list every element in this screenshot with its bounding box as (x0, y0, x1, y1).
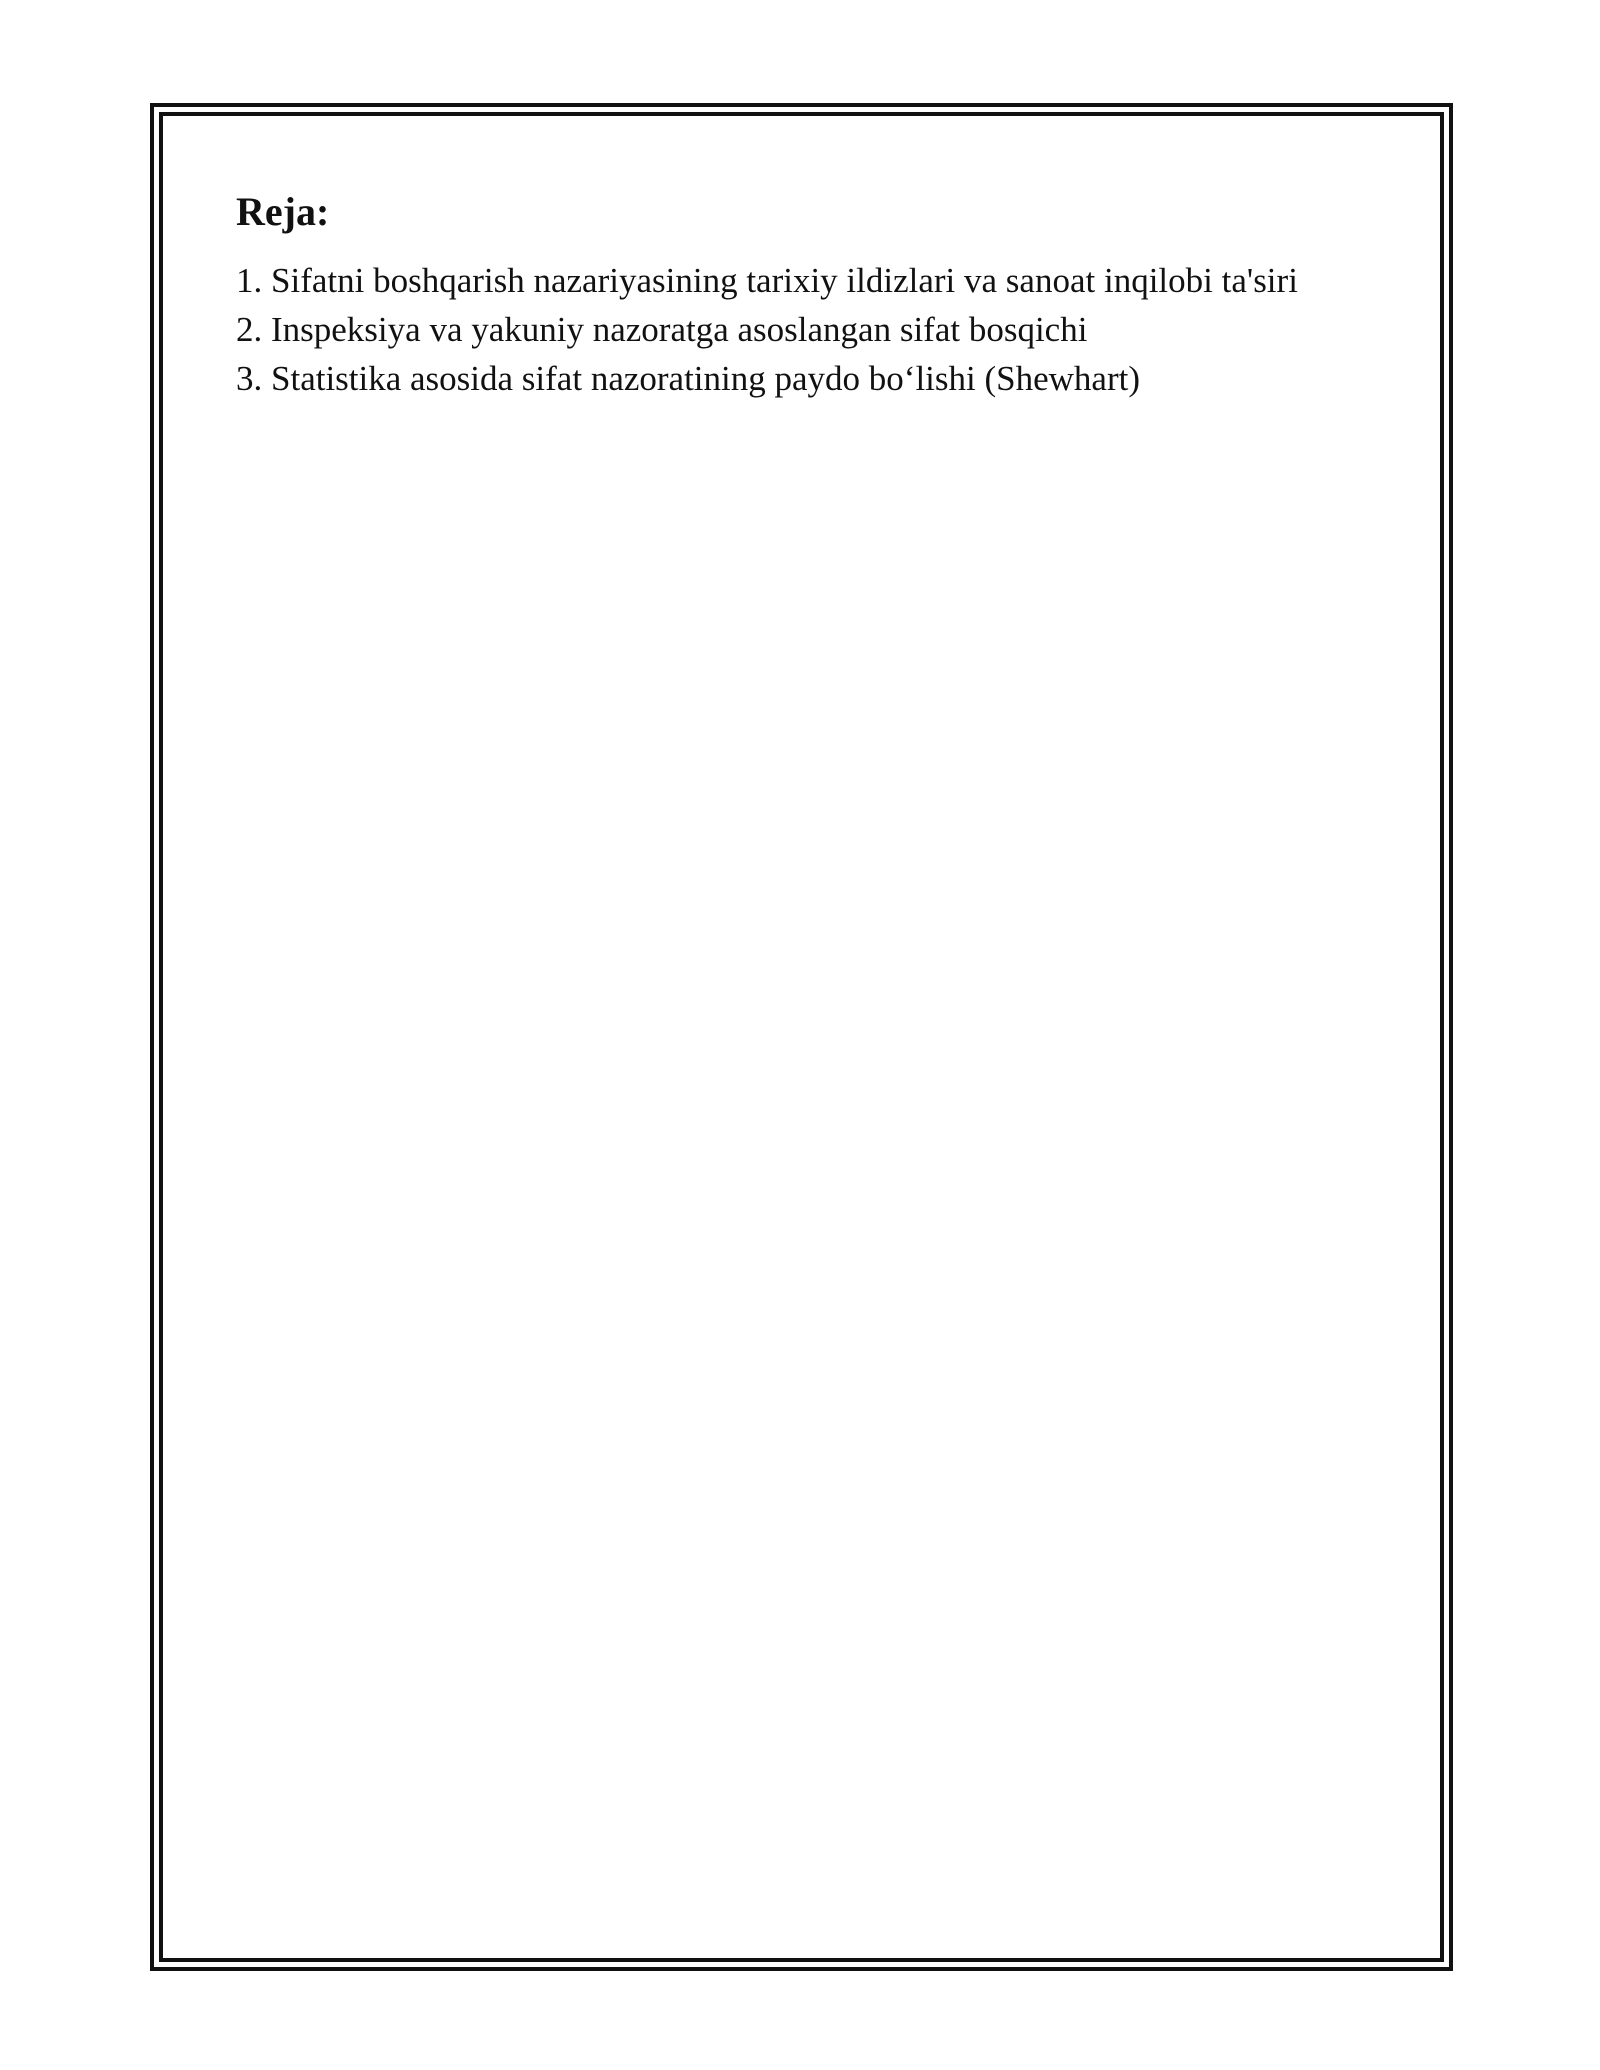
page-content (236, 188, 1386, 403)
plan-item: 2. Inspeksiya va yakuniy nazoratga asoslangan sifat bosqichi (236, 310, 1088, 349)
plan-item: 3. Statistika asosida sifat nazoratining paydo bo‘lishi (Shewhart) (236, 359, 1140, 398)
plan-list (236, 256, 1386, 403)
plan-item: 1. Sifatni boshqarish nazariyasining tarixiy ildizlari va sanoat inqilobi ta'siri (236, 261, 1298, 300)
plan-heading: Reja: (236, 189, 330, 234)
